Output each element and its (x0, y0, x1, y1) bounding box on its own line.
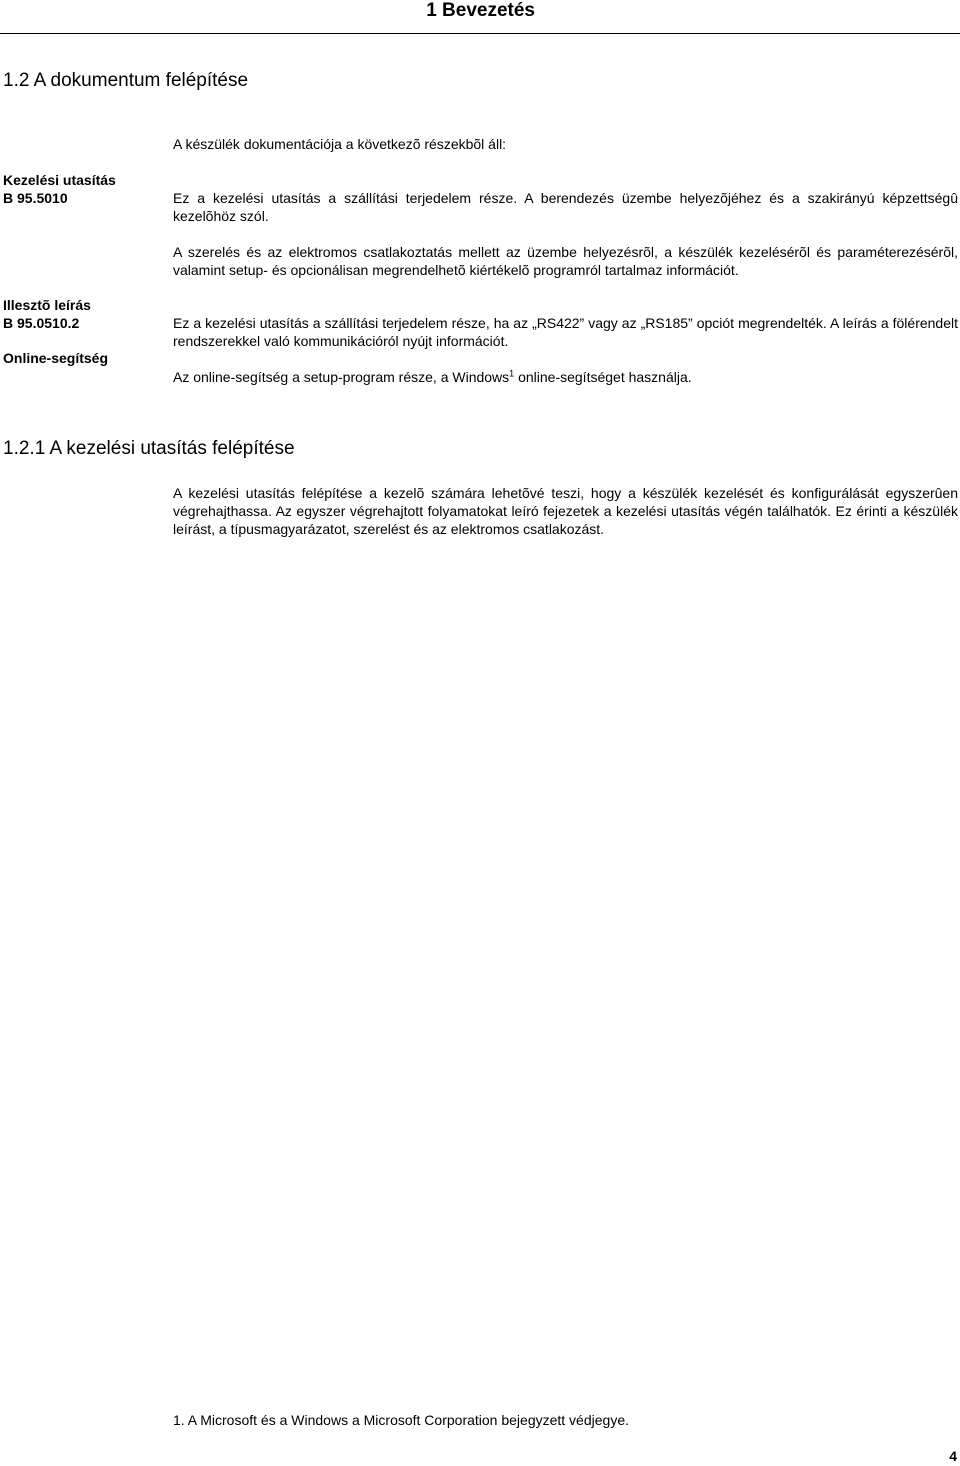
item-paragraph-online (173, 368, 958, 386)
online-text-after: online-segítséget használja. (514, 369, 692, 385)
item-paragraph: A szerelés és az elektromos csatlakoztatás mellett az üzembe helyezésrõl, a készülék kezelésérõl és paraméterezésérõl, valamint setup- és opcionálisan megrendelhetõ kiértékelõ programról tartalmaz információt. (173, 244, 958, 278)
side-label-title: Kezelési utasítás (3, 172, 116, 188)
section-title: 1.2 A dokumentum felépítése (3, 70, 249, 91)
page-number: 4 (949, 1448, 957, 1464)
side-label-code: B 95.5010 (3, 190, 68, 206)
subsection-paragraph: A kezelési utasítás felépítése a kezelõ számára lehetõvé teszi, hogy a készülék kezelését és konfigurálását egyszerûen végrehajthassa. Az egyszer végrehajtott folyamatokat leíró fejezetek a kezelési utasítás végén találhatók. Ez érinti a készülék leírást, a típusmagyarázatot, szerelést és az elektromos csatlakozást. (173, 485, 958, 537)
footnote: 1. A Microsoft és a Windows a Microsoft Corporation bejegyzett védjegye. (173, 1412, 629, 1428)
subsection-title: 1.2.1 A kezelési utasítás felépítése (3, 438, 295, 459)
item-paragraph: Ez a kezelési utasítás a szállítási terjedelem része. A berendezés üzembe helyezõjéhez és a szakirányú képzettségû kezelõhöz szól. (173, 190, 958, 224)
side-label-illeszto (3, 296, 91, 332)
online-text-before: Az online-segítség a setup-program része, a Windows (173, 369, 510, 385)
side-label-kezelesi (3, 171, 116, 207)
item-paragraph: Ez a kezelési utasítás a szállítási terjedelem része, ha az „RS422” vagy az „RS185” opciót megrendelték. A leírás a fölérendelt rendszerekkel való kommunikációról nyújt információt. (173, 315, 958, 349)
side-label-online (3, 349, 108, 367)
footnote-ref: 1 (509, 368, 515, 379)
side-label-title: Illesztõ leírás (3, 297, 91, 313)
side-label-code: B 95.0510.2 (3, 315, 80, 331)
section-intro: A készülék dokumentációja a következõ részekbõl áll: (173, 136, 507, 152)
side-label-title: Online-segítség (3, 350, 109, 366)
chapter-title: 1 Bevezetés (426, 0, 535, 21)
header-rule (0, 33, 960, 34)
